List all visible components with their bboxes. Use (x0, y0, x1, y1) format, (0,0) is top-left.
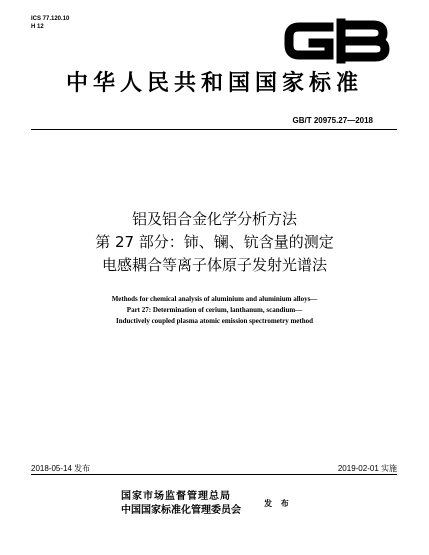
organization-title: 中华人民共和国国家标准 (65, 71, 363, 96)
issue-date: 2018-05-14 发布 (31, 464, 91, 473)
publisher-1: 国家市场监督管理总局 (121, 491, 231, 502)
chinese-title-line-3: 电感耦合等离子体原子发射光谱法 (101, 256, 327, 274)
english-title-line-2: Part 27: Determination of cerium, lanthanum, scandium— (126, 306, 303, 314)
ics-code: ICS 77.120.10 (31, 16, 70, 22)
issued-label: 发 布 (264, 499, 292, 508)
bottom-divider (31, 474, 397, 475)
chinese-title-line-2: 第 27 部分：铈、镧、钪含量的测定 (95, 233, 334, 251)
implementation-date: 2019-02-01 实施 (337, 464, 397, 473)
standard-number: GB/T 20975.27—2018 (292, 116, 373, 125)
publisher-2: 中国国家标准化管理委员会 (121, 505, 241, 516)
top-divider (31, 129, 397, 130)
gb-logo (281, 16, 393, 66)
chinese-title-line-1: 铝及铝合金化学分析方法 (131, 210, 297, 228)
english-title-line-3: Inductively coupled plasma atomic emission spectrometry method (115, 317, 314, 325)
english-title-line-1: Methods for chemical analysis of aluminium and aluminium alloys— (111, 295, 318, 303)
ccs-code: H 12 (31, 24, 44, 30)
